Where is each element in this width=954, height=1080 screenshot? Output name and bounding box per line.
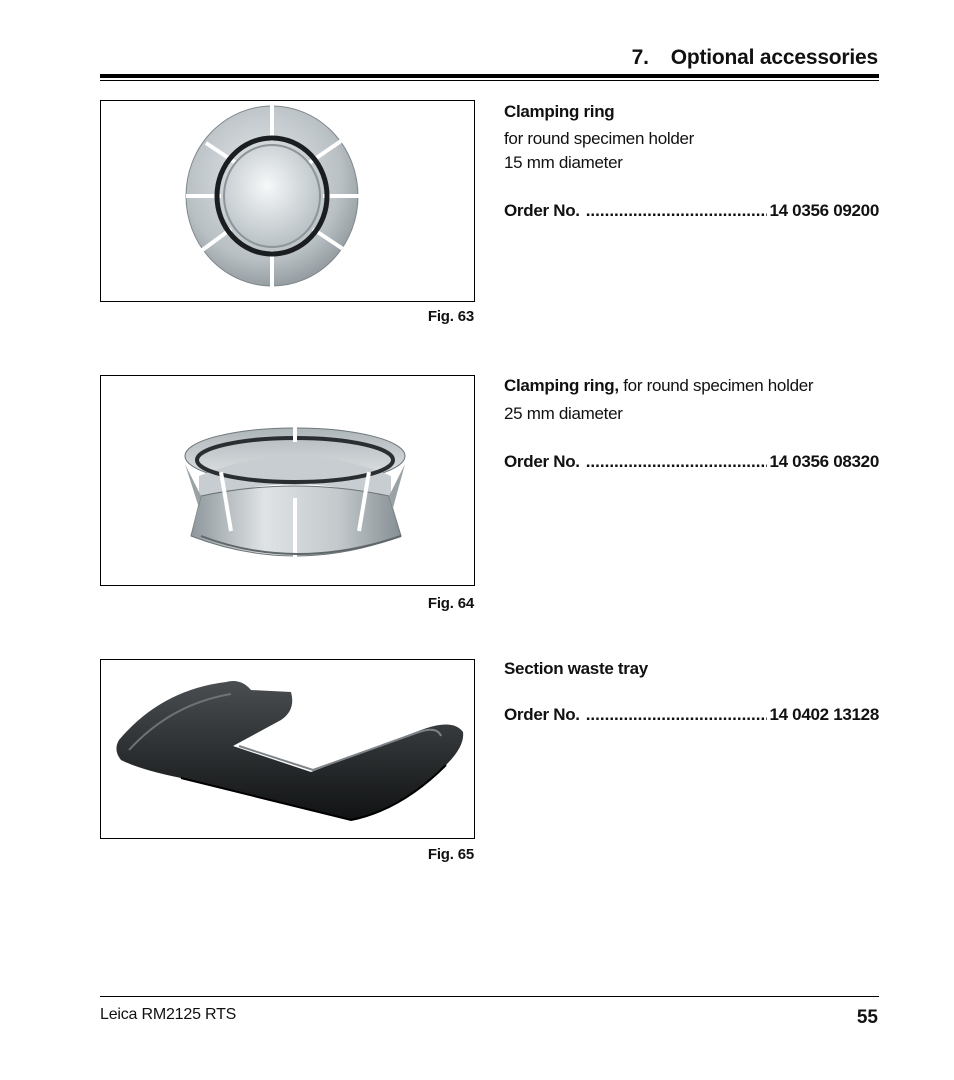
- section-title: Optional accessories: [670, 46, 878, 69]
- footer-product-name: Leica RM2125 RTS: [100, 1006, 237, 1023]
- item-title: Clamping ring: [504, 102, 615, 121]
- figure-63-clamping-ring-15mm: [100, 100, 475, 302]
- dot-leader: [586, 201, 768, 221]
- order-number: 14 0356 09200: [769, 201, 879, 220]
- dot-leader: [586, 452, 768, 472]
- header-rule-thick: [100, 74, 879, 78]
- figure-64-clamping-ring-25mm: [100, 375, 475, 586]
- section-number: 7.: [631, 46, 649, 69]
- figure-caption: Fig. 65: [427, 846, 474, 863]
- order-number-row: [504, 201, 879, 221]
- order-label: Order No.: [504, 201, 580, 220]
- order-number: 14 0402 13128: [769, 705, 879, 724]
- item-title: Clamping ring, for round specimen holder: [504, 376, 814, 395]
- order-number-row: [504, 452, 879, 472]
- order-label: Order No.: [504, 705, 580, 724]
- item-description: [504, 374, 880, 426]
- footer-rule: [100, 996, 879, 997]
- order-label: Order No.: [504, 452, 580, 471]
- page-number: 55: [856, 1007, 878, 1028]
- item-description: [504, 657, 880, 681]
- clamping-ring-15mm-illustration: [101, 101, 474, 301]
- item-title: Section waste tray: [504, 659, 648, 678]
- description-line: 25 mm diameter: [504, 404, 623, 423]
- item-description: [504, 100, 880, 175]
- figure-65-section-waste-tray: [100, 659, 475, 839]
- figure-caption: Fig. 63: [427, 308, 474, 325]
- clamping-ring-25mm-illustration: [101, 376, 474, 585]
- figure-caption: Fig. 64: [427, 595, 474, 612]
- section-waste-tray-illustration: [101, 660, 474, 838]
- description-line: 15 mm diameter: [504, 153, 623, 172]
- header-rule-thin: [100, 80, 879, 81]
- dot-leader: [586, 705, 768, 725]
- order-number-row: [504, 705, 879, 725]
- description-line: for round specimen holder: [504, 129, 695, 148]
- order-number: 14 0356 08320: [769, 452, 879, 471]
- section-heading: [632, 46, 878, 70]
